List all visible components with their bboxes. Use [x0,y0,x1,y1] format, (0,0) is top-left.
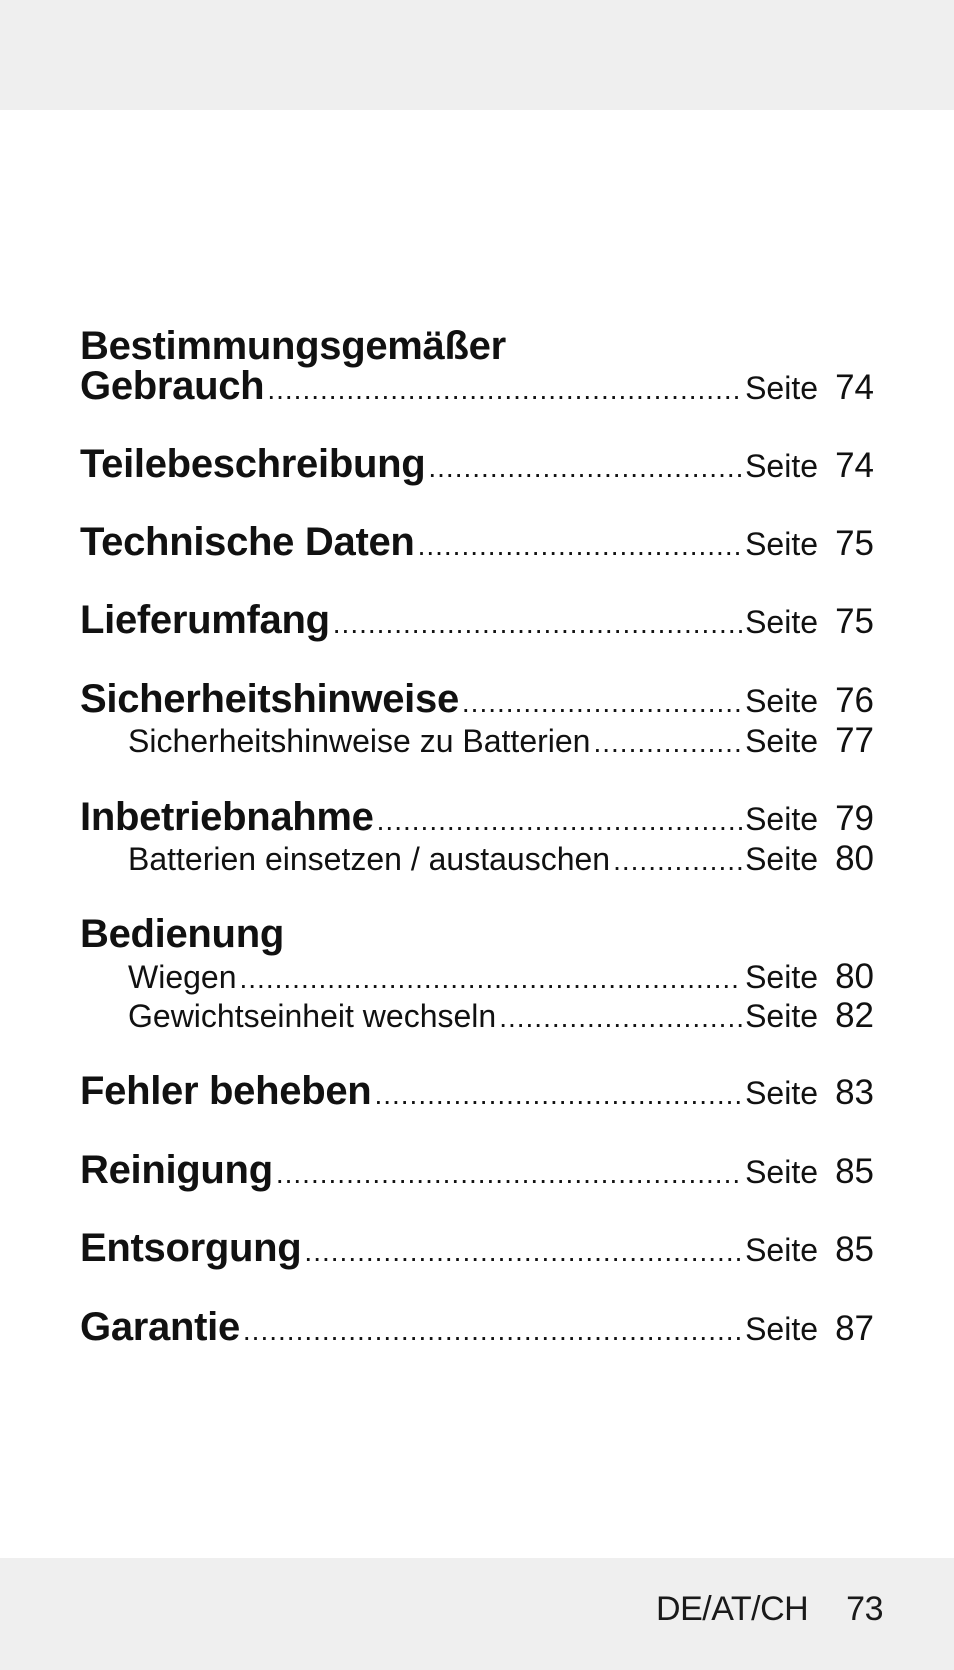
toc-entry-seite: Seite [745,1232,818,1268]
leader-dots [240,963,743,995]
toc-entry-seite: Seite [745,370,818,406]
leader-dots [593,727,742,759]
toc-entry-title: Teilebeschreibung [80,442,426,486]
toc-entry-seite: Seite [745,1154,818,1190]
toc-entry-seite: Seite [745,604,818,640]
footer-page-number: 73 [846,1590,883,1628]
toc-entry-page: 87 [835,1309,874,1348]
toc-entry-sicherheitshinweise[interactable] [80,677,874,722]
toc-entry-title: Wiegen [128,959,237,995]
toc-entry-page: 79 [835,799,874,838]
toc-heading-bestimmung-line1: Bestimmungsgemäßer [80,324,506,368]
toc-entry-page: 80 [835,839,874,878]
toc-entry-seite: Seite [745,959,818,995]
toc-entry-page: 85 [835,1152,874,1191]
toc-entry-wiegen[interactable] [80,957,874,997]
toc-entry-gebrauch[interactable] [80,364,874,409]
leader-dots [276,1158,742,1190]
leader-dots [428,452,742,484]
toc-entry-seite: Seite [745,526,818,562]
toc-entry-page: 85 [835,1230,874,1269]
toc-entry-lieferumfang[interactable] [80,598,874,643]
toc-entry-page: 77 [835,721,874,760]
leader-dots [374,1079,742,1111]
toc-entry-page: 74 [835,446,874,485]
toc-entry-title: Technische Daten [80,520,415,564]
leader-dots [462,687,742,719]
leader-dots [333,608,742,640]
toc-entry-seite: Seite [745,1311,818,1347]
toc-entry-page: 75 [835,602,874,641]
toc-entry-seite: Seite [745,448,818,484]
toc-entry-garantie[interactable] [80,1305,874,1350]
leader-dots [377,805,742,837]
toc-entry-title: Reinigung [80,1148,273,1192]
toc-entry-title: Sicherheitshinweise [80,677,459,721]
toc-entry-page: 76 [835,681,874,720]
toc-entry-batterien-einsetzen[interactable] [80,839,874,879]
leader-dots [304,1236,742,1268]
leader-dots [499,1002,742,1034]
toc-entry-page: 74 [835,368,874,407]
toc-entry-title: Batterien einsetzen / austauschen [128,841,611,877]
toc-entry-page: 75 [835,524,874,563]
toc-entry-inbetriebnahme[interactable] [80,795,874,840]
footer-region-label: DE/AT/CH [656,1590,809,1628]
toc-entry-teilebeschreibung[interactable] [80,442,874,487]
leader-dots [243,1315,742,1347]
toc-entry-reinigung[interactable] [80,1148,874,1193]
toc-entry-title: Garantie [80,1305,240,1349]
page-footer [656,1590,883,1629]
toc-entry-fehler-beheben[interactable] [80,1069,874,1114]
toc-entry-page: 80 [835,957,874,996]
toc-entry-seite: Seite [745,1075,818,1111]
leader-dots [267,374,742,406]
toc-entry-title: Fehler beheben [80,1069,372,1113]
leader-dots [613,845,742,877]
toc-entry-seite: Seite [745,841,818,877]
toc-entry-seite: Seite [745,998,818,1034]
toc-entry-page: 83 [835,1073,874,1112]
toc-entry-seite: Seite [745,683,818,719]
toc-entry-title: Lieferumfang [80,598,330,642]
toc-entry-page: 82 [835,996,874,1035]
toc-entry-title: Entsorgung [80,1226,302,1270]
toc-entry-gewichtseinheit[interactable] [80,996,874,1036]
top-band [0,0,954,110]
toc-entry-sicherheitshinweise-batterien[interactable] [80,721,874,761]
toc-entry-entsorgung[interactable] [80,1226,874,1271]
toc-entry-title: Gewichtseinheit wechseln [128,998,497,1034]
toc-entry-title: Inbetriebnahme [80,795,374,839]
leader-dots [418,530,743,562]
toc-entry-seite: Seite [745,801,818,837]
toc-heading-bedienung: Bedienung [80,912,284,956]
toc-entry-technische-daten[interactable] [80,520,874,565]
toc-entry-seite: Seite [745,723,818,759]
toc-entry-title: Sicherheitshinweise zu Batterien [128,723,591,759]
toc-entry-title: Gebrauch [80,364,265,408]
